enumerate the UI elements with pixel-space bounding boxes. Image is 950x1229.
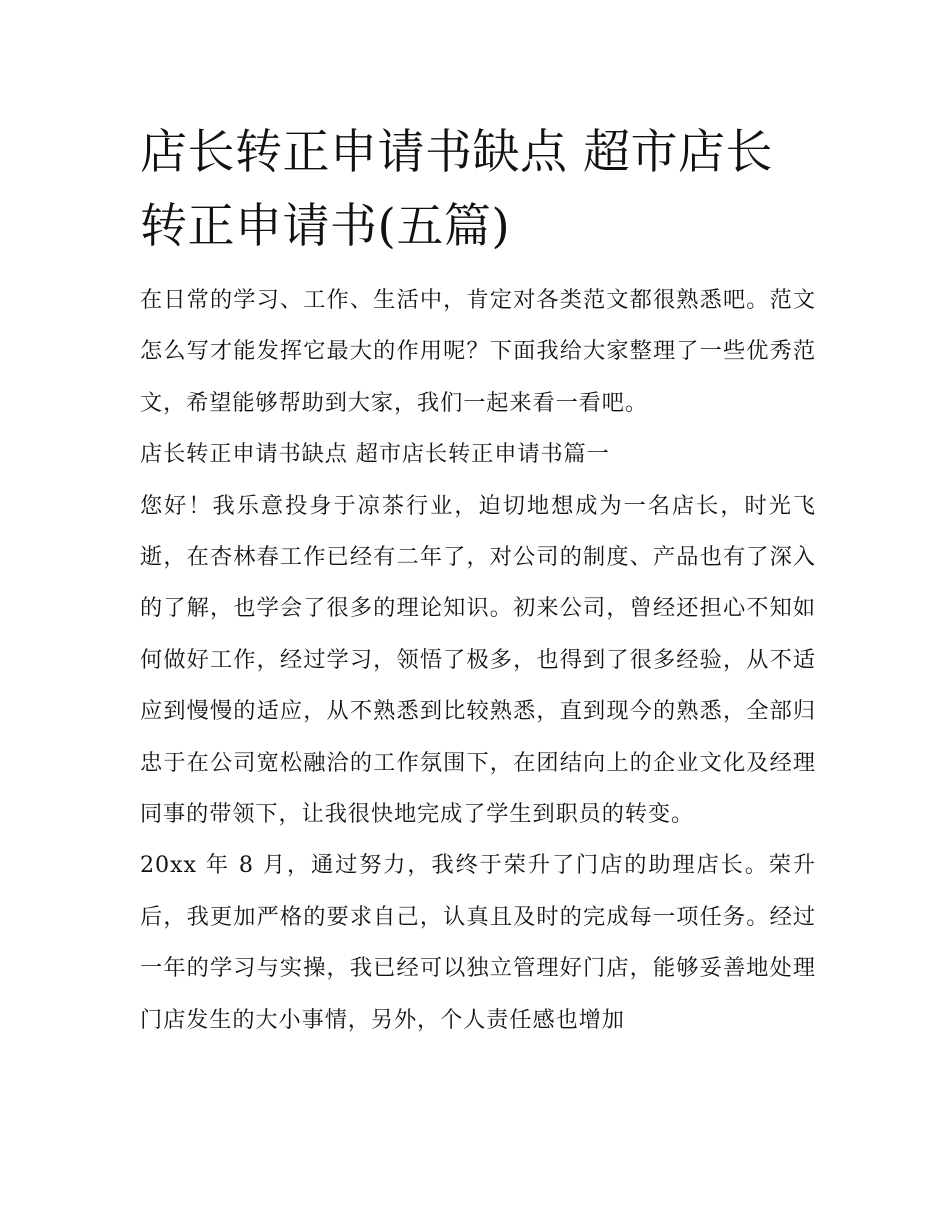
body-paragraph: 20xx 年 8 月，通过努力，我终于荣升了门店的助理店长。荣升后，我更加严格的要求自己，认真且及时的完成每一项任务。经过一年的学习与实操，我已经可以独立管理好门店，能够妥善地处理门店发生的大小事情，另外，个人责任感也增加 [140,852,816,1033]
document-body [140,275,816,1046]
document-title: 店长转正申请书缺点 超市店长转正申请书(五篇) [140,125,773,254]
document-page [140,116,816,1046]
intro-paragraph: 在日常的学习、工作、生活中，肯定对各类范文都很熟悉吧。范文怎么写才能发挥它最大的作用呢？下面我给大家整理了一些优秀范文，希望能够帮助到大家，我们一起来看一看吧。 [140,287,816,416]
section-heading: 店长转正申请书缺点 超市店长转正申请书篇一 [140,441,610,468]
body-paragraph: 您好！我乐意投身于凉茶行业，迫切地想成为一名店长，时光飞逝，在杏林春工作已经有二年了，对公司的制度、产品也有了深入的了解，也学会了很多的理论知识。初来公司，曾经还担心不知如何做好工作，经过学习，领悟了极多，也得到了很多经验，从不适应到慢慢的适应，从不熟悉到比较熟悉，直到现今的熟悉，全部归忠于在公司宽松融洽的工作氛围下，在团结向上的企业文化及经理同事的带领下，让我很快地完成了学生到职员的转变。 [140,492,816,828]
